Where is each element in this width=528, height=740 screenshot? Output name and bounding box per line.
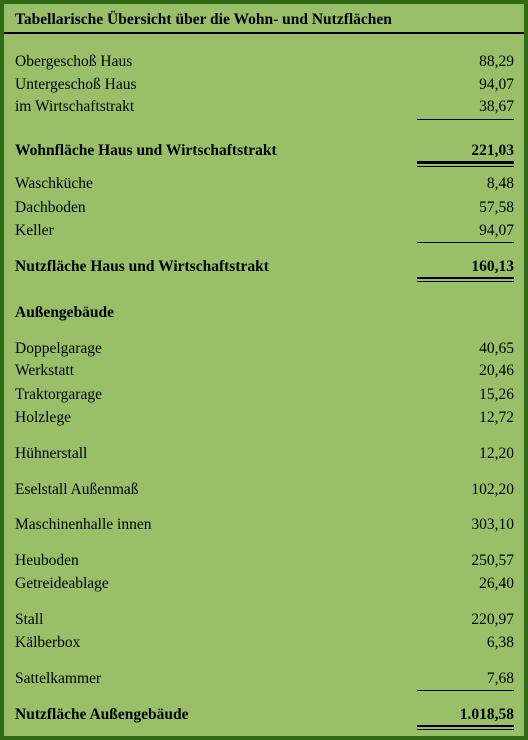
row-value: 8,48 xyxy=(486,175,514,192)
table-row xyxy=(4,669,524,689)
row-label: Waschküche xyxy=(15,175,93,192)
total-row-aussengebaeude xyxy=(4,705,524,725)
area-table xyxy=(4,4,524,736)
row-value: 40,65 xyxy=(479,340,514,357)
table-row xyxy=(4,174,524,194)
row-label: Heuboden xyxy=(15,552,79,569)
row-label: Werkstatt xyxy=(15,362,75,379)
row-label: Untergeschoß Haus xyxy=(15,76,137,93)
double-rule-thin xyxy=(417,729,514,730)
double-rule-thick xyxy=(417,161,514,164)
row-value: 7,68 xyxy=(486,670,514,687)
row-value: 12,20 xyxy=(479,445,514,462)
table-row xyxy=(4,198,524,218)
row-value: 20,46 xyxy=(479,362,514,379)
table-header xyxy=(4,4,524,34)
sum-rule xyxy=(417,242,514,243)
row-value: 38,67 xyxy=(479,98,514,115)
row-label: Maschinenhalle innen xyxy=(15,516,152,533)
row-label: Kälberbox xyxy=(15,634,81,651)
table-row xyxy=(4,574,524,594)
row-value: 6,38 xyxy=(486,634,514,651)
section-heading xyxy=(4,303,524,323)
subtotal-label: Wohnfläche Haus und Wirtschaftstrakt xyxy=(15,142,277,159)
row-label: Holzlege xyxy=(15,409,71,426)
table-row xyxy=(4,97,524,117)
row-label: Stall xyxy=(15,611,44,628)
double-rule-thin xyxy=(417,166,514,167)
row-label: Eselstall Außenmaß xyxy=(15,481,139,498)
double-rule-thick xyxy=(417,725,514,727)
table-title: Tabellarische Übersicht über die Wohn- und Nutzflächen xyxy=(15,11,392,28)
row-value: 26,40 xyxy=(479,575,514,592)
row-value: 57,58 xyxy=(479,199,514,216)
sum-rule xyxy=(417,119,514,120)
subtotal-value: 221,03 xyxy=(471,142,514,159)
table-row xyxy=(4,633,524,653)
row-value: 12,72 xyxy=(479,409,514,426)
table-row xyxy=(4,610,524,630)
row-label: Obergeschoß Haus xyxy=(15,53,133,70)
row-label: Sattelkammer xyxy=(15,670,102,687)
table-row xyxy=(4,480,524,500)
row-label: Traktorgarage xyxy=(15,386,102,403)
row-value: 303,10 xyxy=(471,516,514,533)
table-row xyxy=(4,52,524,72)
table-row xyxy=(4,515,524,535)
section-heading-label: Außengebäude xyxy=(15,304,115,321)
table-row xyxy=(4,361,524,381)
row-value: 94,07 xyxy=(479,76,514,93)
row-value: 88,29 xyxy=(479,53,514,70)
double-rule-thin xyxy=(417,281,514,282)
row-value: 250,57 xyxy=(471,552,514,569)
total-label: Nutzfläche Außengebäude xyxy=(15,706,189,723)
table-row xyxy=(4,75,524,95)
row-value: 94,07 xyxy=(479,222,514,239)
subtotal-row-nutzflaeche xyxy=(4,257,524,277)
row-label: Keller xyxy=(15,222,54,239)
sum-rule xyxy=(417,690,514,691)
table-row xyxy=(4,339,524,359)
total-value: 1.018,58 xyxy=(459,706,514,723)
table-row xyxy=(4,551,524,571)
table-row xyxy=(4,408,524,428)
row-label: Doppelgarage xyxy=(15,340,102,357)
subtotal-value: 160,13 xyxy=(471,258,514,275)
row-value: 102,20 xyxy=(471,481,514,498)
table-row xyxy=(4,221,524,241)
row-value: 220,97 xyxy=(471,611,514,628)
row-value: 15,26 xyxy=(479,386,514,403)
table-row xyxy=(4,385,524,405)
double-rule-thick xyxy=(417,277,514,279)
row-label: Dachboden xyxy=(15,199,86,216)
row-label: im Wirtschaftstrakt xyxy=(15,98,135,115)
table-row xyxy=(4,444,524,464)
subtotal-label: Nutzfläche Haus und Wirtschaftstrakt xyxy=(15,258,269,275)
subtotal-row-wohnflaeche xyxy=(4,141,524,161)
row-label: Getreideablage xyxy=(15,575,109,592)
row-label: Hühnerstall xyxy=(15,445,88,462)
